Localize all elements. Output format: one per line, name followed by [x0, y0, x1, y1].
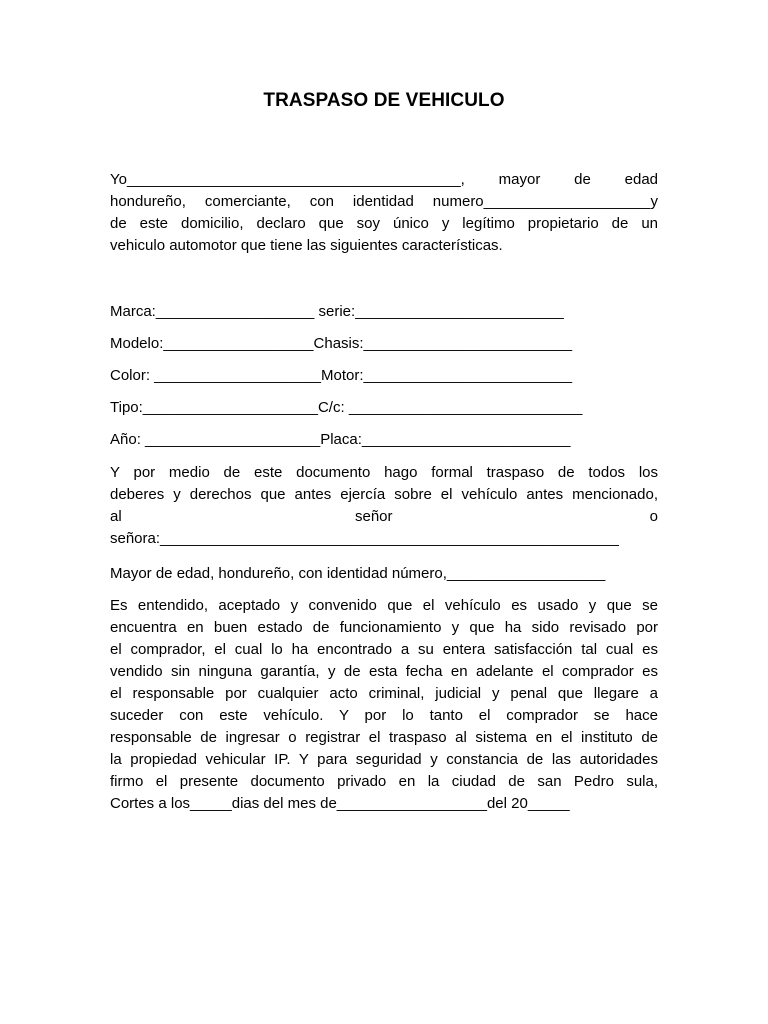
field-tipo-cc: Tipo:_____________________C/c: ____________________________ [110, 399, 583, 416]
transfer-word: o [649, 508, 658, 525]
intro-line: vehiculo automotor que tiene las siguientes características. [110, 237, 503, 254]
conditions-line: responsable de ingresar o registrar el traspaso al sistema en el instituto de [110, 729, 658, 746]
document-title: TRASPASO DE VEHICULO [263, 90, 505, 111]
intro-line: Yo________________________________________, mayor de edad [110, 171, 658, 188]
transfer-word: señor [355, 508, 393, 525]
field-marca-serie: Marca:___________________ serie:_________________________ [110, 303, 564, 320]
intro-line: hondureño, comerciante, con identidad numero____________________y [110, 193, 658, 210]
intro-paragraph [110, 169, 658, 257]
conditions-line: firmo el presente documento privado en la ciudad de san Pedro sula, [110, 773, 658, 790]
transfer-paragraph [110, 462, 658, 550]
field-modelo-chasis: Modelo:__________________Chasis:_________________________ [110, 335, 573, 352]
conditions-line: Cortes a los_____dias del mes de__________________del 20_____ [110, 795, 570, 812]
transfer-line [110, 506, 658, 528]
conditions-line: la propiedad vehicular IP. Y para seguridad y constancia de las autoridades [110, 751, 658, 768]
transfer-word: al [110, 508, 122, 525]
conditions-paragraph [110, 595, 658, 815]
conditions-line: el responsable por cualquier acto criminal, judicial y penal que llegare a [110, 685, 658, 702]
conditions-line: el comprador, el cual lo ha encontrado a su entera satisfacción tal cual es [110, 641, 658, 658]
transfer-line: deberes y derechos que antes ejercía sobre el vehículo antes mencionado, [110, 486, 658, 503]
field-color-motor: Color: ____________________Motor:_________________________ [110, 367, 573, 384]
intro-line: de este domicilio, declaro que soy único y legítimo propietario de un [110, 215, 658, 232]
conditions-line: encuentra en buen estado de funcionamiento y que ha sido revisado por [110, 619, 658, 636]
conditions-line: vendido sin ninguna garantía, y de esta fecha en adelante el comprador es [110, 663, 658, 680]
field-ano-placa: Año: _____________________Placa:_________________________ [110, 431, 571, 448]
conditions-line: suceder con este vehículo. Y por lo tanto el comprador se hace [110, 707, 658, 724]
transfer-line: Y por medio de este documento hago formal traspaso de todos los [110, 464, 658, 481]
transfer-line: señora:_______________________________________________________ [110, 530, 619, 547]
conditions-line: Es entendido, aceptado y convenido que el vehículo es usado y que se [110, 597, 658, 614]
buyer-identity-line: Mayor de edad, hondureño, con identidad número,___________________ [110, 565, 606, 582]
